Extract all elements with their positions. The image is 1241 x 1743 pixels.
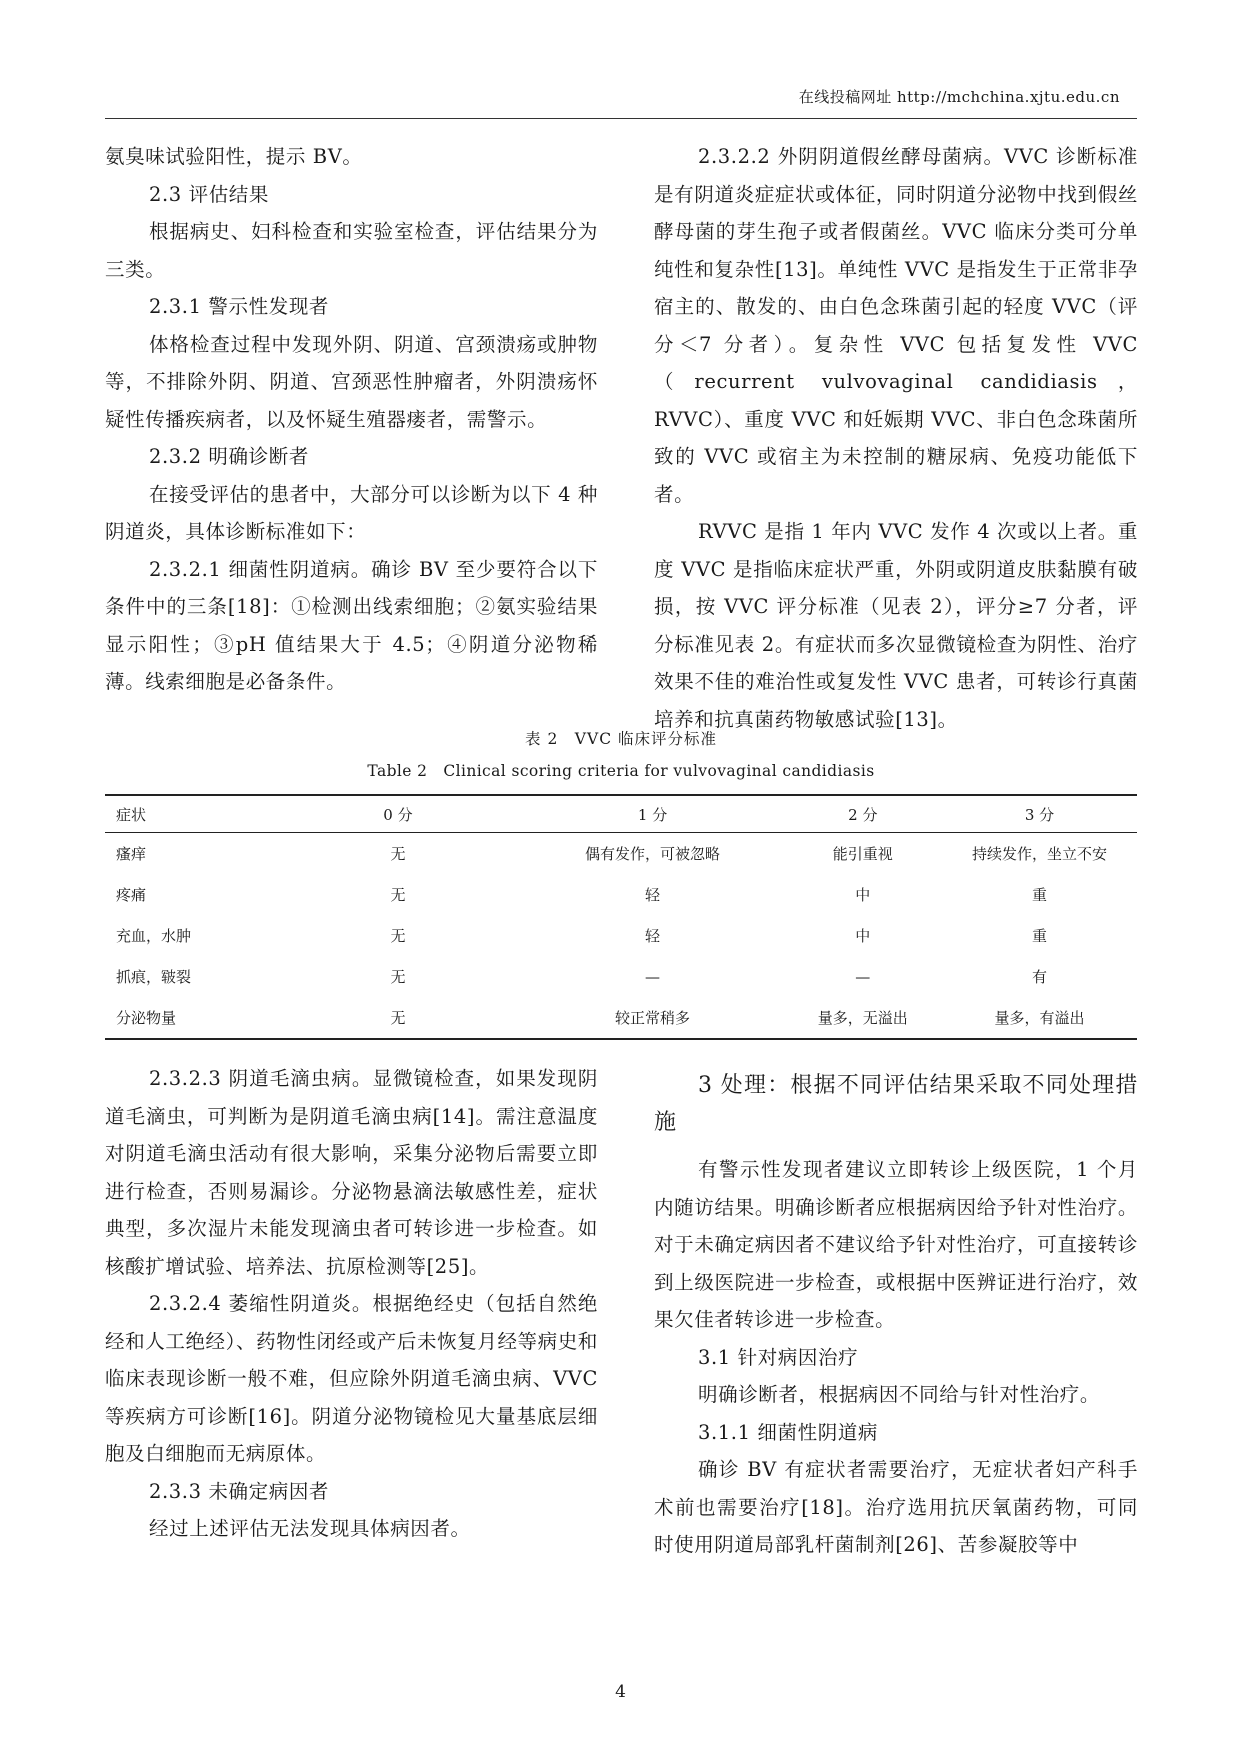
table-cell: 轻 <box>645 927 661 945</box>
table-header-row <box>105 795 1137 833</box>
header-rule <box>105 118 1137 119</box>
table-cell: 轻 <box>645 886 661 904</box>
section-heading: 3.1.1 细菌性阴道病 <box>698 1420 879 1444</box>
table-cell: 偶有发作，可被忽略 <box>585 845 721 863</box>
table-row <box>105 956 1137 997</box>
table-cell: 量多，无溢出 <box>817 1009 908 1027</box>
table-cell: 有 <box>1031 968 1047 986</box>
table-cell: 持续发作，坐立不安 <box>971 845 1107 863</box>
table-cell: 无 <box>390 886 406 904</box>
section-heading: 2.3.3 未确定病因者 <box>149 1479 330 1503</box>
paragraph: RVVC 是指 1 年内 VVC 发作 4 次或以上者。重度 VVC 是指临床症状严重，外阴或阴道皮肤黏膜有破损，按 VVC 评分标准（见表 2），评分≥7 分者，评分标准见表 2。有症状而多次显微镜检查为阴性、治疗效果不佳的难治性或复发性 VVC 患者，可转诊行真菌培养和抗真菌药物敏感试验[13]。 <box>654 520 1138 731</box>
table-cell: 较正常稍多 <box>615 1009 691 1027</box>
table-cell: 重 <box>1031 886 1047 904</box>
paragraph: 2.3.2.2 外阴阴道假丝酵母菌病。VVC 诊断标准是有阴道炎症症状或体征，同时阴道分泌物中找到假丝酵母菌的芽生孢子或者假菌丝。VVC 临床分类可分单纯性和复杂性[13]。单纯性 VVC 是指发生于正常非孕宿主的、散发的、由白色念珠菌引起的轻度 VVC（评分＜7 分者）。复杂性 VVC 包括复发性 VVC（recurrent vulvovaginal candidiasis，RVVC）、重度 VVC 和妊娠期 VVC、非白色念珠菌所致的 VVC 或宿主为未控制的糖尿病、免疫功能低下者。 <box>654 145 1138 506</box>
paragraph: 根据病史、妇科检查和实验室检查，评估结果分为三类。 <box>105 220 598 281</box>
table-cell: 疼痛 <box>116 886 147 904</box>
section-heading: 3.1 针对病因治疗 <box>698 1345 859 1369</box>
table-cell: 瘙痒 <box>116 845 147 863</box>
table-cell: 充血，水肿 <box>116 927 192 945</box>
table-cell: 无 <box>390 927 406 945</box>
table-header-cell: 1 分 <box>637 805 668 824</box>
paragraph: 在接受评估的患者中，大部分可以诊断为以下 4 种阴道炎，具体诊断标准如下： <box>105 482 598 543</box>
table-row <box>105 915 1137 956</box>
table-header-cell: 2 分 <box>848 805 878 824</box>
paragraph: 确诊 BV 有症状者需要治疗，无症状者妇产科手术前也需要治疗[18]。治疗选用抗厌氧菌药物，可同时使用阴道局部乳杆菌制剂[26]、苦参凝胶等中 <box>654 1458 1138 1556</box>
table-cell: 分泌物量 <box>116 1009 177 1027</box>
paragraph: 2.3.2.3 阴道毛滴虫病。显微镜检查，如果发现阴道毛滴虫，可判断为是阴道毛滴虫病[14]。需注意温度对阴道毛滴虫活动有很大影响，采集分泌物后需要立即进行检查，否则易漏诊。分泌物悬滴法敏感性差，症状典型，多次湿片未能发现滴虫者可转诊进一步检查。如核酸扩增试验、培养法、抗原检测等[25]。 <box>105 1067 598 1278</box>
paragraph: 有警示性发现者建议立即转诊上级医院，1 个月内随访结果。明确诊断者应根据病因给予针对性治疗。对于未确定病因者不建议给予针对性治疗，可直接转诊到上级医院进一步检查，或根据中医辨证进行治疗，效果欠佳者转诊进一步检查。 <box>654 1158 1138 1331</box>
scoring-table <box>105 794 1137 1040</box>
table-cell: 重 <box>1031 927 1047 945</box>
right-column-bottom <box>654 1067 1138 1564</box>
section-heading: 2.3.2 明确诊断者 <box>149 445 309 468</box>
table-row <box>105 997 1137 1039</box>
table-cell: 抓痕，皲裂 <box>116 968 192 986</box>
table-caption-en: Table 2 Clinical scoring criteria for vulvovaginal candidiasis <box>367 762 875 780</box>
table-row <box>105 874 1137 915</box>
table-cell: 中 <box>855 927 871 945</box>
table-cell: 能引重视 <box>832 845 893 863</box>
section-heading: 2.3.1 警示性发现者 <box>149 295 330 318</box>
paragraph: 体格检查过程中发现外阴、阴道、宫颈溃疡或肿物等，不排除外阴、阴道、宫颈恶性肿瘤者，外阴溃疡怀疑性传播疾病者，以及怀疑生殖器瘘者，需警示。 <box>105 332 598 431</box>
table-cell: 无 <box>390 845 406 863</box>
table-cell: 量多，有溢出 <box>994 1009 1085 1027</box>
right-column-top <box>654 138 1138 738</box>
page-number: 4 <box>615 1682 626 1702</box>
paragraph: 2.3.2.1 细菌性阴道病。确诊 BV 至少要符合以下条件中的三条[18]：①检测出线索细胞；②氨实验结果显示阳性；③pH 值结果大于 4.5；④阴道分泌物稀薄。线索细胞是必备条件。 <box>105 557 598 693</box>
table-header-cell: 症状 <box>116 805 147 824</box>
paragraph: 明确诊断者，根据病因不同给与针对性治疗。 <box>698 1383 1101 1406</box>
table-cell: — <box>645 967 661 986</box>
table-caption-zh: 表 2 VVC 临床评分标准 <box>525 730 717 748</box>
table-cell: 无 <box>390 1009 406 1027</box>
paragraph: 2.3.2.4 萎缩性阴道炎。根据绝经史（包括自然绝经和人工绝经）、药物性闭经或产后未恢复月经等病史和临床表现诊断一般不难，但应除外阴道毛滴虫病、VVC 等疾病方可诊断[16]。阴道分泌物镜检见大量基底层细胞及白细胞而无病原体。 <box>105 1292 598 1465</box>
journal-url[interactable]: 在线投稿网址 http://mchchina.xjtu.edu.cn <box>798 88 1120 106</box>
table-header-cell: 0 分 <box>383 805 413 824</box>
section-heading: 2.3 评估结果 <box>149 182 270 206</box>
table-header-cell: 3 分 <box>1024 805 1055 824</box>
section-heading: 3 处理：根据不同评估结果采取不同处理措施 <box>654 1073 1138 1135</box>
table-cell: 无 <box>390 968 406 986</box>
paragraph: 氨臭味试验阳性，提示 BV。 <box>105 145 363 168</box>
table-row <box>105 833 1137 875</box>
table-cell: — <box>855 967 871 986</box>
left-column-bottom <box>105 1060 598 1548</box>
left-column-top <box>105 138 598 701</box>
paragraph: 经过上述评估无法发现具体病因者。 <box>149 1517 471 1540</box>
table-cell: 中 <box>855 886 871 904</box>
